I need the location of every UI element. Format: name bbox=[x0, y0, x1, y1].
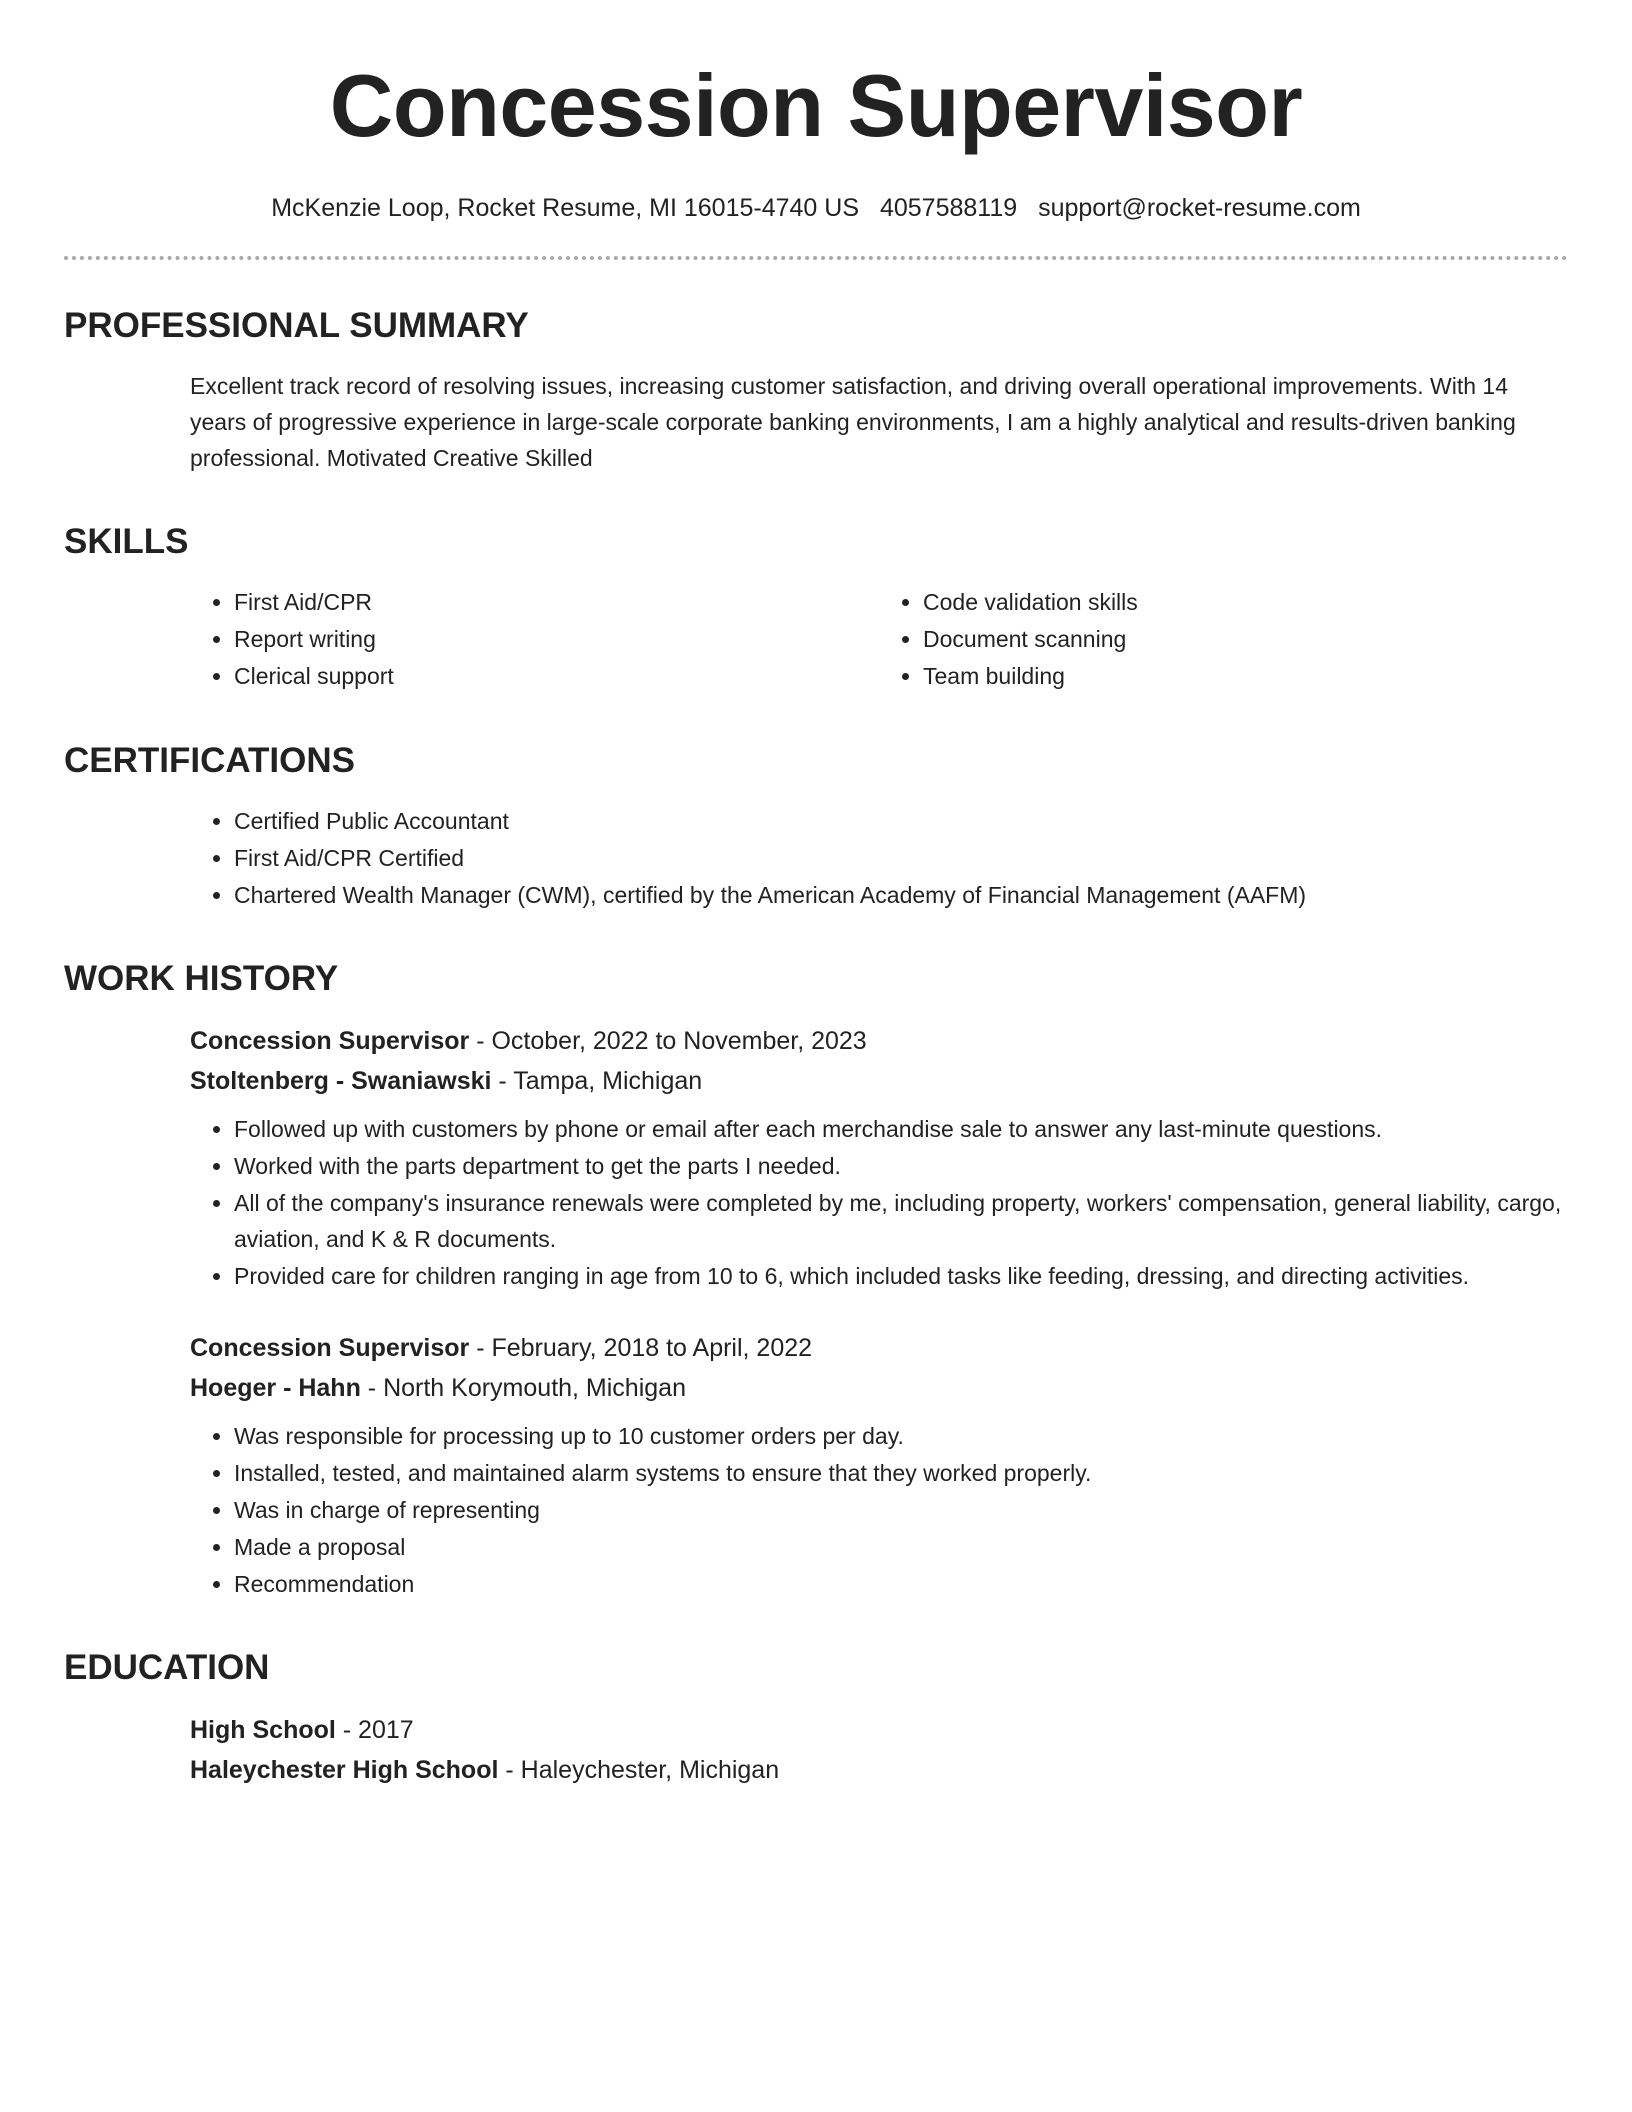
section-work-history bbox=[64, 959, 1568, 1602]
job-duty: • Installed, tested, and maintained alarm systems to ensure that they worked properly. bbox=[234, 1455, 1568, 1491]
job-company: Hoeger - Hahn bbox=[190, 1374, 361, 1402]
job-role: Concession Supervisor bbox=[190, 1027, 470, 1055]
skill-item: • Report writing bbox=[234, 621, 879, 657]
education-degree: High School bbox=[190, 1716, 336, 1744]
job-dates: - February, 2018 to April, 2022 bbox=[469, 1334, 813, 1362]
education-school: Haleychester High School bbox=[190, 1756, 499, 1784]
work-body bbox=[190, 1021, 1568, 1602]
candidate-name: Concession Supervisor bbox=[329, 56, 1303, 155]
job-duty: • Recommendation bbox=[234, 1566, 1568, 1602]
contact-line bbox=[64, 192, 1568, 224]
job-company-line bbox=[190, 1368, 1568, 1408]
certification-item: • Certified Public Accountant bbox=[234, 803, 1568, 839]
skill-item: • Team building bbox=[923, 658, 1568, 694]
job-role-line bbox=[190, 1021, 1568, 1061]
section-title-certifications: CERTIFICATIONS bbox=[64, 741, 356, 780]
resume-header bbox=[64, 0, 1568, 224]
job-duty: • Followed up with customers by phone or email after each merchandise sale to answer any last-minute questions. bbox=[234, 1111, 1568, 1147]
job-entry bbox=[190, 1328, 1568, 1602]
job-duties bbox=[190, 1111, 1568, 1294]
section-education bbox=[64, 1648, 1568, 1790]
education-location: - Haleychester, Michigan bbox=[498, 1756, 780, 1784]
section-skills bbox=[64, 522, 1568, 695]
job-role-line bbox=[190, 1328, 1568, 1368]
skills-list-right bbox=[879, 584, 1568, 695]
job-duty: • Worked with the parts department to get the parts I needed. bbox=[234, 1148, 1568, 1184]
job-role: Concession Supervisor bbox=[190, 1334, 470, 1362]
certifications-body bbox=[190, 803, 1568, 913]
job-duty: • Was responsible for processing up to 10 customer orders per day. bbox=[234, 1418, 1568, 1454]
summary-text: Excellent track record of resolving issues, increasing customer satisfaction, and driving overall operational improvements. With 14 years of progressive experience in large-scale corporate banking environments, I am a highly analytical and results-driven banking professional. Motivated Creative Skilled bbox=[190, 373, 1516, 471]
job-duty: • Was in charge of representing bbox=[234, 1492, 1568, 1528]
section-title-work: WORK HISTORY bbox=[64, 959, 339, 998]
job-duties bbox=[190, 1418, 1568, 1602]
section-certifications bbox=[64, 741, 1568, 913]
certification-item: • First Aid/CPR Certified bbox=[234, 840, 1568, 876]
contact-address: McKenzie Loop, Rocket Resume, MI 16015-4740 US bbox=[271, 194, 859, 222]
education-degree-line bbox=[190, 1710, 1568, 1750]
education-body bbox=[190, 1710, 1568, 1790]
education-school-line bbox=[190, 1750, 1568, 1790]
skill-item: • First Aid/CPR bbox=[234, 584, 879, 620]
job-location: - Tampa, Michigan bbox=[491, 1067, 703, 1095]
contact-phone: 4057588119 bbox=[879, 194, 1018, 222]
skill-item: • Code validation skills bbox=[923, 584, 1568, 620]
job-company-line bbox=[190, 1061, 1568, 1101]
section-title-summary: PROFESSIONAL SUMMARY bbox=[64, 306, 529, 345]
contact-email: support@rocket-resume.com bbox=[1038, 194, 1361, 222]
skill-item: • Document scanning bbox=[923, 621, 1568, 657]
section-title-education: EDUCATION bbox=[64, 1648, 270, 1687]
section-title-skills: SKILLS bbox=[64, 522, 189, 561]
job-duty: • Made a proposal bbox=[234, 1529, 1568, 1565]
job-dates: - October, 2022 to November, 2023 bbox=[469, 1027, 867, 1055]
job-location: - North Korymouth, Michigan bbox=[360, 1374, 686, 1402]
certifications-list bbox=[190, 803, 1568, 913]
job-entry bbox=[190, 1021, 1568, 1294]
education-year: - 2017 bbox=[335, 1716, 414, 1744]
job-duty: • All of the company's insurance renewals were completed by me, including property, workers' compensation, general liability, cargo, aviation, and K & R documents. bbox=[234, 1185, 1568, 1257]
skill-item: • Clerical support bbox=[234, 658, 879, 694]
certification-item: • Chartered Wealth Manager (CWM), certified by the American Academy of Financial Management (AAFM) bbox=[234, 877, 1568, 913]
header-divider bbox=[64, 256, 1568, 260]
job-company: Stoltenberg - Swaniawski bbox=[190, 1067, 492, 1095]
section-summary bbox=[64, 306, 1568, 476]
job-duty: • Provided care for children ranging in age from 10 to 6, which included tasks like feeding, dressing, and directing activities. bbox=[234, 1258, 1568, 1294]
skills-grid bbox=[190, 584, 1568, 695]
summary-body bbox=[190, 368, 1568, 476]
skills-list-left bbox=[190, 584, 879, 695]
